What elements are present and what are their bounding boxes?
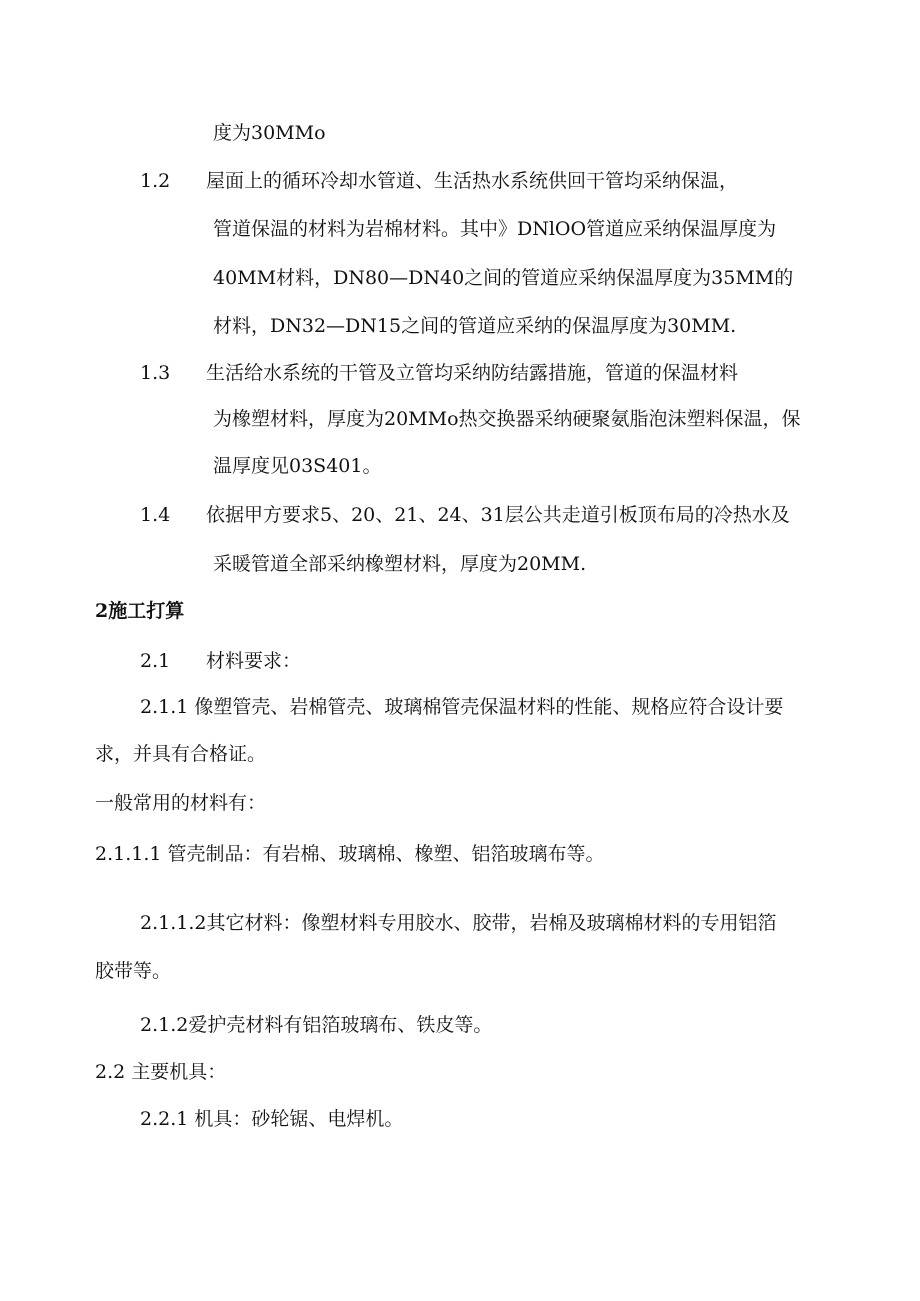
paragraph-line: 屋面上的循环冷却水管道、生活热水系统供回干管均采纳保温， — [206, 170, 739, 192]
section-number: 2.1 — [140, 650, 171, 672]
paragraph-line: 2.1.1 像塑管壳、岩棉管壳、玻璃棉管壳保温材料的性能、规格应符合设计要 — [140, 696, 784, 718]
paragraph-line: 温厚度见03S401。 — [213, 455, 382, 477]
paragraph-line: 胶带等。 — [95, 960, 172, 982]
paragraph-line: 为橡塑材料，厚度为20MMo热交换器采纳硬聚氨脂泡沫塑料保温，保 — [213, 408, 801, 430]
section-2-heading: 2施工打算 — [95, 600, 185, 622]
section-text: 材料要求： — [206, 650, 302, 672]
paragraph-line: 2.1.1.2其它材料：像塑材料专用胶水、胶带，岩棉及玻璃棉材料的专用铝箔 — [140, 912, 777, 934]
section-number: 1.4 — [140, 504, 171, 526]
paragraph-line: 管道保温的材料为岩棉材料。其中》DNlOO管道应采纳保温厚度为 — [213, 218, 777, 240]
paragraph-line: 采暖管道全部采纳橡塑材料，厚度为20MM. — [213, 553, 587, 575]
section-number: 1.3 — [140, 362, 171, 384]
section-2-1-1-1: 2.1.1.1 管壳制品：有岩棉、玻璃棉、橡塑、铝箔玻璃布等。 — [95, 843, 605, 865]
section-2-2-1: 2.2.1 机具：砂轮锯、电焊机。 — [140, 1108, 404, 1130]
section-2-1-2: 2.1.2爱护壳材料有铝箔玻璃布、铁皮等。 — [140, 1014, 493, 1036]
paragraph-line: 生活给水系统的干管及立管均采纳防结露措施，管道的保温材料 — [206, 362, 739, 384]
paragraph-line: 材料，DN32—DN15之间的管道应采纳的保温厚度为30MM. — [213, 315, 737, 337]
paragraph-line: 40MM材料，DN80—DN40之间的管道应采纳保温厚度为35MM的 — [213, 267, 794, 289]
common-materials-line: 一般常用的材料有： — [95, 792, 267, 814]
paragraph-line: 依据甲方要求5、20、21、24、31层公共走道引板顶布局的冷热水及 — [206, 504, 790, 526]
section-number: 1.2 — [140, 170, 171, 192]
paragraph-line: 求，并具有合格证。 — [95, 743, 267, 765]
section-2-2: 2.2 主要机具： — [95, 1061, 227, 1083]
continued-line: 度为30MMo — [213, 122, 326, 144]
